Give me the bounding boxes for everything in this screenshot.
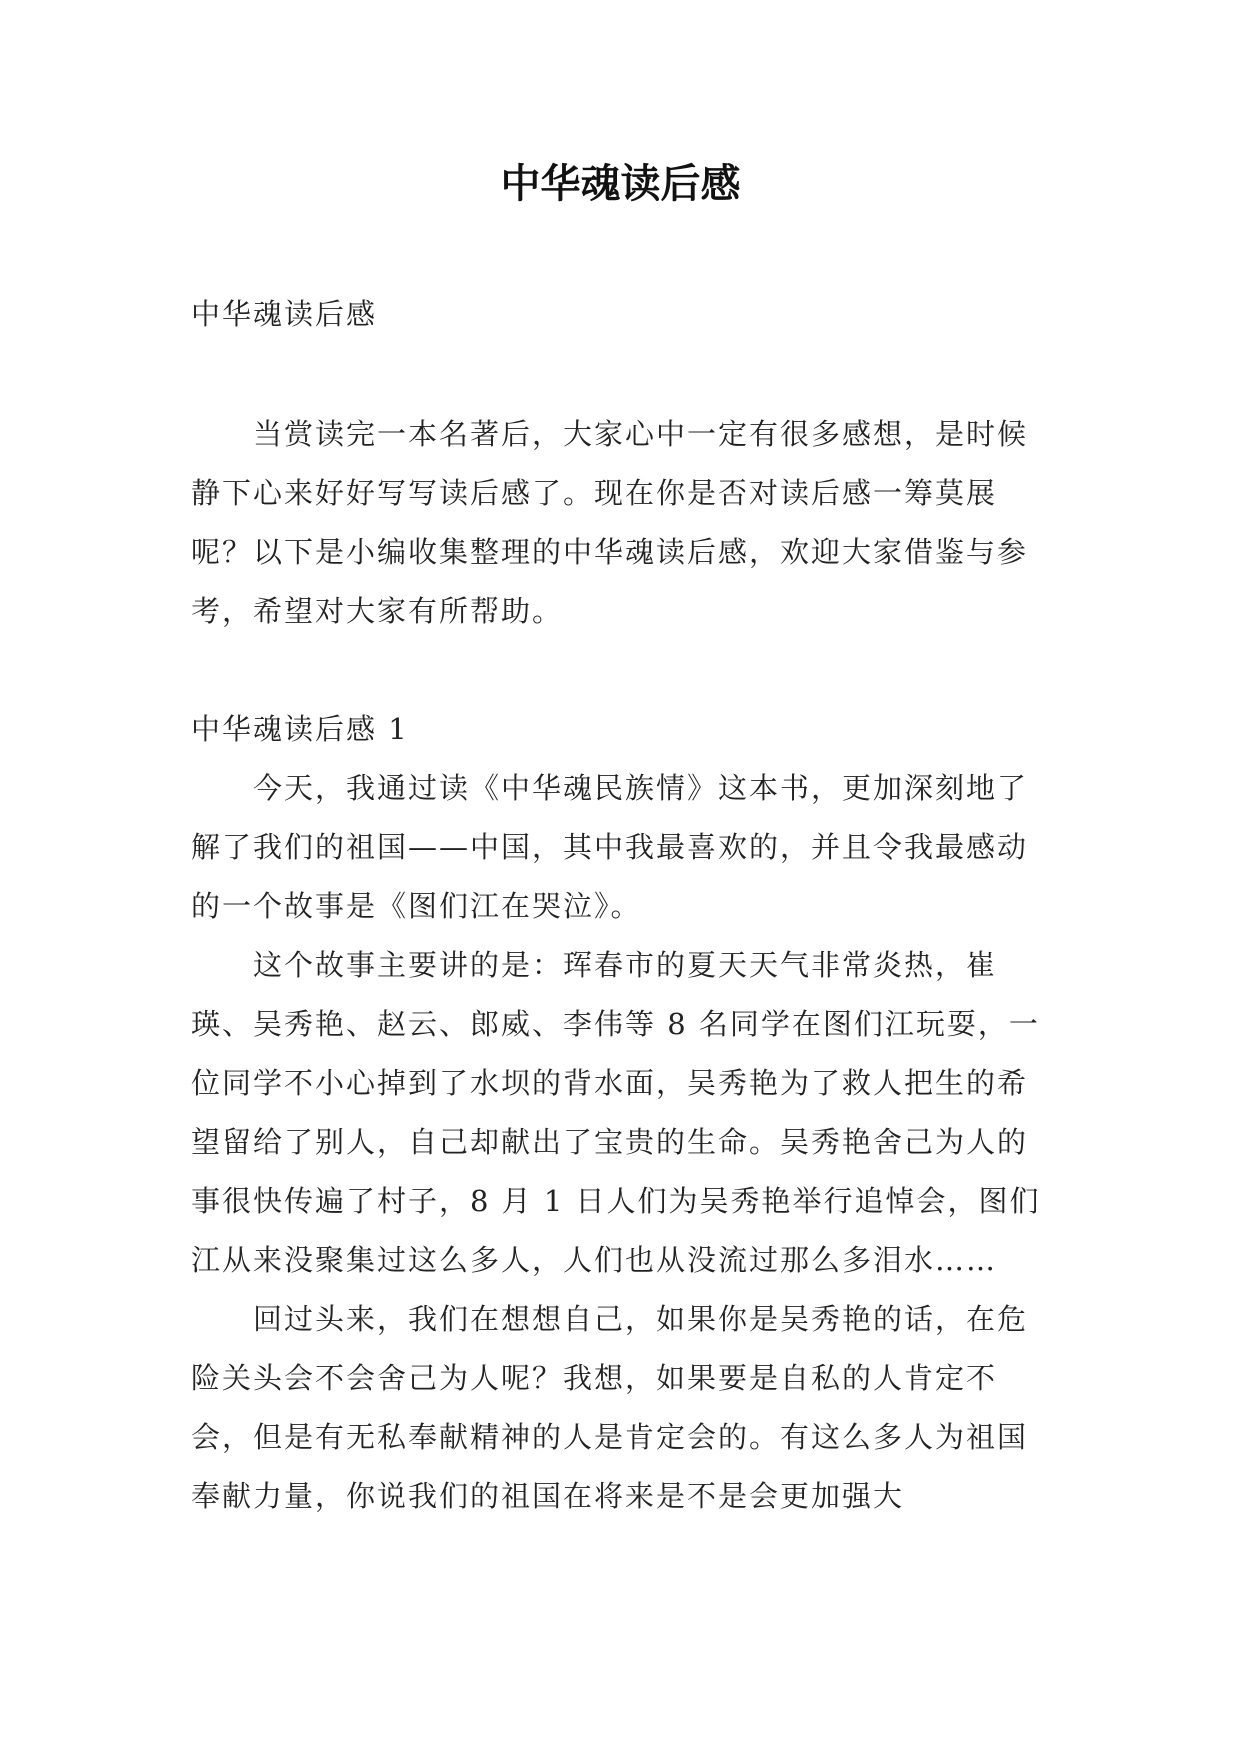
body-paragraph: 回过头来，我们在想想自己，如果你是吴秀艳的话，在危险关头会不会舍己为人呢？我想，如果要是自私的人肯定不会，但是有无私奉献精神的人是肯定会的。有这么多人为祖国奉献力量，你说我们的祖国在将来是不是会更加强大 [191,1302,1029,1513]
intro-paragraph: 当赏读完一本名著后，大家心中一定有很多感想，是时候静下心来好好写写读后感了。现在你是否对读后感一筹莫展呢？以下是小编收集整理的中华魂读后感，欢迎大家借鉴与参考，希望对大家有所帮助。 [191,417,1029,628]
section-heading: 中华魂读后感 1 [191,712,409,746]
body-paragraph: 今天，我通过读《中华魂民族情》这本书，更加深刻地了解了我们的祖国——中国，其中我最喜欢的，并且令我最感动的一个故事是《图们江在哭泣》。 [191,771,1029,923]
document-subtitle: 中华魂读后感 [191,297,378,331]
section-1 [191,700,1051,1526]
body-paragraph: 这个故事主要讲的是：珲春市的夏天天气非常炎热，崔瑛、吴秀艳、赵云、郎威、李伟等 8 名同学在图们江玩耍，一位同学不小心掉到了水坝的背水面，吴秀艳为了救人把生的希望留给了别人，自己却献出了宝贵的生命。吴秀艳舍己为人的事很快传遍了村子，8 月 1 日人们为吴秀艳举行追悼会，图们江从来没聚集过这么多人，人们也从没流过那么多泪水…… [191,948,1041,1277]
page-title: 中华魂读后感 [500,160,741,207]
